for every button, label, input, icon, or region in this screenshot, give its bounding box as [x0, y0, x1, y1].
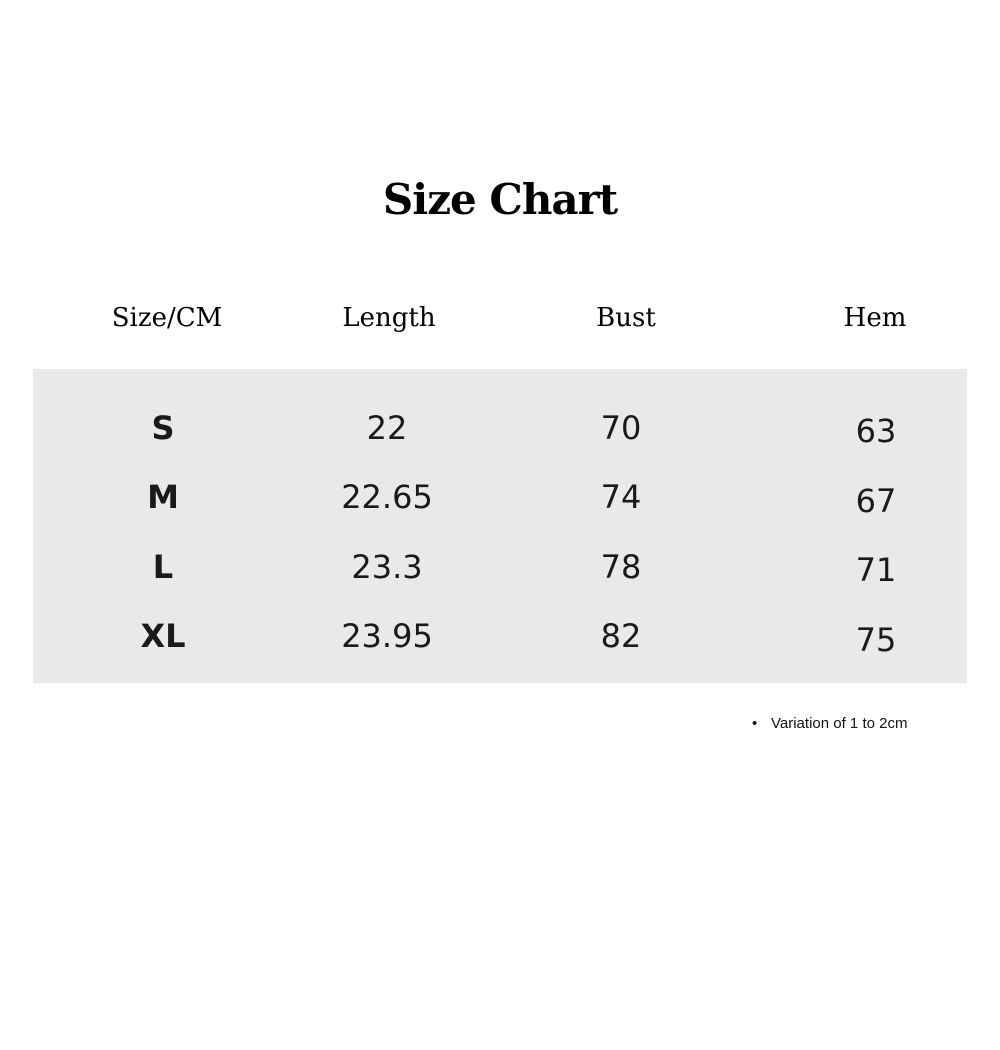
table-cell-size: S	[151, 409, 175, 447]
table-cell-length: 23.95	[341, 617, 433, 655]
table-cell-bust: 70	[600, 409, 642, 447]
table-cell-bust: 82	[600, 617, 642, 655]
variation-note-text: Variation of 1 to 2cm	[771, 715, 908, 732]
table-cell-hem: 71	[855, 551, 897, 589]
header-length: Length	[342, 303, 436, 333]
table-cell-length: 22	[366, 409, 408, 447]
header-size: Size/CM	[111, 303, 223, 333]
table-cell-hem: 63	[855, 412, 897, 450]
variation-note	[752, 714, 907, 734]
size-chart-title: Size Chart	[382, 175, 618, 224]
table-cell-bust: 74	[600, 478, 642, 516]
bullet-icon: •	[752, 715, 758, 732]
table-cell-length: 23.3	[351, 548, 423, 586]
table-cell-size: L	[152, 548, 174, 586]
table-cell-bust: 78	[600, 548, 642, 586]
header-hem: Hem	[843, 303, 907, 333]
table-cell-length: 22.65	[341, 478, 433, 516]
table-cell-size: M	[147, 478, 179, 516]
table-cell-hem: 67	[855, 482, 897, 520]
table-cell-hem: 75	[855, 621, 897, 659]
header-bust: Bust	[596, 303, 656, 333]
table-cell-size: XL	[140, 617, 186, 655]
